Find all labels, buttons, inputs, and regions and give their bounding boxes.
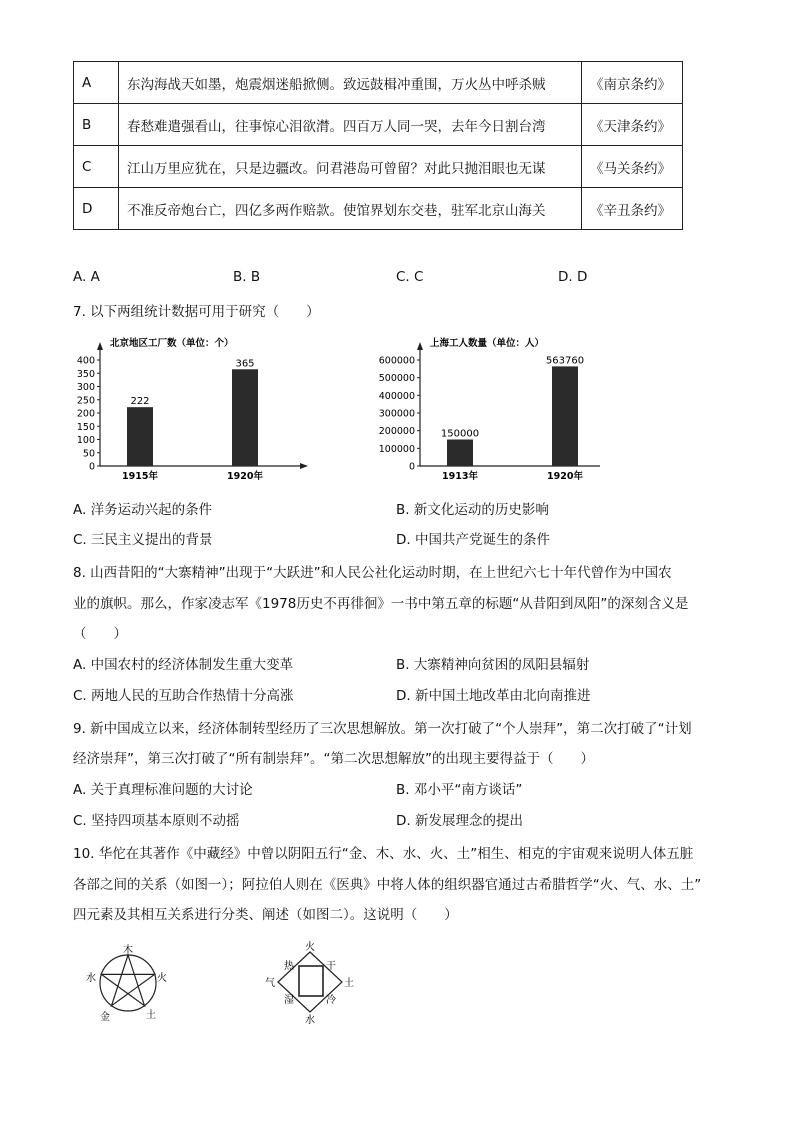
q10-stem-line3: 四元素及其相互关系进行分类、阐述（如图二）。这说明（ ） [73, 907, 458, 923]
q6-option-a: A. A [73, 269, 100, 285]
q9-option-b: B. 邓小平“南方谈话” [396, 782, 523, 798]
fig2-label-top: 火 [305, 942, 315, 953]
y-tick-label: 350 [76, 368, 95, 380]
fig1-label-right: 火 [157, 973, 167, 984]
q8-option-b: B. 大寨精神向贫困的凤阳县辐射 [396, 657, 590, 673]
q6-row-poem: 春愁难遣强看山，往事惊心泪欲潸。四百万人同一哭，去年今日割台湾 [119, 104, 582, 146]
bar [552, 366, 578, 466]
bar-value-label: 222 [130, 396, 150, 408]
fig2-label-tr: 干 [326, 961, 336, 972]
figure-four-elements [262, 940, 358, 1024]
y-tick-label: 0 [408, 461, 415, 473]
q7-option-a: A. 洋务运动兴起的条件 [73, 502, 213, 518]
q9-option-c: C. 坚持四项基本原则不动摇 [73, 813, 240, 829]
fig2-label-bottom: 水 [305, 1015, 315, 1024]
q6-row-letter: D [74, 188, 119, 230]
q6-row-treaty: 《辛丑条约》 [582, 188, 683, 230]
q7-option-d: D. 中国共产党诞生的条件 [396, 532, 550, 548]
y-tick-label: 300000 [378, 408, 415, 420]
fig2-label-tl: 热 [284, 961, 294, 972]
y-axis-arrow [97, 342, 103, 350]
bar-value-label: 563760 [545, 355, 585, 367]
chart-shanghai-workers [340, 328, 600, 488]
y-axis-arrow [417, 342, 423, 350]
fig2-label-bl: 湿 [284, 995, 294, 1006]
q9-stem-line2: 经济崇拜”，第三次打破了“所有制崇拜”。“第二次思想解放”的出现主要得益于（ ） [73, 751, 594, 767]
y-tick-label: 150 [76, 421, 95, 433]
q9-option-d: D. 新发展理念的提出 [396, 813, 523, 829]
fig2-label-right: 土 [344, 978, 354, 989]
q8-stem-line3: （ ） [73, 626, 127, 642]
chart-title: 上海工人数量（单位：人） [430, 338, 545, 349]
q6-row-treaty: 《天津条约》 [582, 104, 683, 146]
q6-row-letter: C [74, 146, 119, 188]
fig2-square [299, 966, 323, 996]
q7-stem: 7. 以下两组统计数据可用于研究（ ） [73, 304, 320, 320]
q9-stem-line1: 9. 新中国成立以来，经济体制转型经历了三次思想解放。第一次打破了“个人崇拜”，第二次打破了“计划 [73, 721, 692, 737]
q6-option-b: B. B [233, 269, 261, 285]
q8-stem-line2: 业的旗帜。那么，作家凌志军《1978历史不再徘徊》一书中第五章的标题“从昔阳到凤阳”的深刻含义是 [73, 596, 689, 612]
y-tick-label: 300 [76, 382, 95, 393]
y-tick-label: 200 [76, 408, 95, 420]
q7-option-b: B. 新文化运动的历史影响 [396, 502, 549, 518]
y-tick-label: 600000 [378, 355, 415, 367]
q6-row-letter: A [74, 62, 119, 104]
q8-option-c: C. 两地人民的互助合作热情十分高涨 [73, 688, 294, 704]
y-tick-label: 100000 [378, 443, 415, 455]
q8-option-d: D. 新中国土地改革由北向南推进 [396, 688, 591, 704]
fig1-label-bottom-right: 土 [146, 1010, 156, 1021]
q6-row-poem: 江山万里应犹在，只是边疆改。问君港岛可曾留？对此只抛泪眼也无谋 [119, 146, 582, 188]
y-tick-label: 500000 [378, 373, 415, 385]
q6-row-poem: 东沟海战天如墨，炮震烟迷船掀侧。致远鼓楫冲重围，万火丛中呼杀贼 [119, 62, 582, 104]
q6-row-treaty: 《马关条约》 [582, 146, 683, 188]
y-tick-label: 100 [76, 435, 95, 446]
y-tick-label: 400 [76, 355, 95, 367]
bar [232, 369, 258, 466]
x-category-label: 1915年 [122, 471, 158, 482]
bar [447, 440, 473, 467]
fig1-label-top: 木 [123, 945, 133, 956]
q8-stem-line1: 8. 山西昔阳的“大寨精神”出现于“大跃进”和人民公社化运动时期，在上世纪六七十年代曾作为中国农 [73, 565, 672, 581]
fig2-label-br: 冷 [326, 995, 336, 1006]
bar-value-label: 365 [235, 358, 255, 370]
fig2-label-left: 气 [265, 978, 275, 989]
bar [127, 407, 153, 466]
chart-title: 北京地区工厂数（单位：个） [110, 338, 234, 349]
y-tick-label: 0 [88, 461, 95, 473]
q10-stem-line2: 各部之间的关系（如图一）；阿拉伯人则在《医典》中将人体的组织器官通过古希腊哲学“火、气、水、土” [73, 877, 702, 893]
q6-option-d: D. D [558, 269, 588, 285]
figure-five-elements [84, 942, 174, 1024]
fig1-label-bottom-left: 金 [100, 1012, 110, 1023]
y-tick-label: 50 [82, 448, 95, 460]
chart-beijing-factories [60, 328, 320, 488]
q6-table-row [74, 146, 683, 188]
y-tick-label: 400000 [378, 390, 415, 402]
q6-option-c: C. C [396, 269, 424, 285]
x-category-label: 1913年 [442, 471, 478, 482]
q10-stem-line1: 10. 华佗在其著作《中藏经》中曾以阴阳五行“金、木、水、火、土”相生、相克的宇宙观来说明人体五脏 [73, 846, 694, 862]
q6-table-row [74, 188, 683, 230]
q8-option-a: A. 中国农村的经济体制发生重大变革 [73, 657, 294, 673]
y-tick-label: 200000 [378, 426, 415, 438]
fig1-label-left: 水 [86, 973, 96, 984]
q6-row-letter: B [74, 104, 119, 146]
fig1-circle [100, 955, 156, 1011]
bar-value-label: 150000 [440, 428, 480, 440]
q6-table-row [74, 62, 683, 104]
x-category-label: 1920年 [227, 471, 263, 482]
q6-row-poem: 不准反帝炮台亡，四亿多两作赔款。使馆界划东交巷，驻军北京山海关 [119, 188, 582, 230]
q9-option-a: A. 关于真理标准问题的大讨论 [73, 782, 253, 798]
x-category-label: 1920年 [547, 471, 583, 482]
q6-table [73, 61, 683, 230]
q7-option-c: C. 三民主义提出的背景 [73, 532, 213, 548]
q6-table-row [74, 104, 683, 146]
q6-row-treaty: 《南京条约》 [582, 62, 683, 104]
y-tick-label: 250 [76, 395, 95, 407]
x-axis-arrow [300, 463, 308, 469]
